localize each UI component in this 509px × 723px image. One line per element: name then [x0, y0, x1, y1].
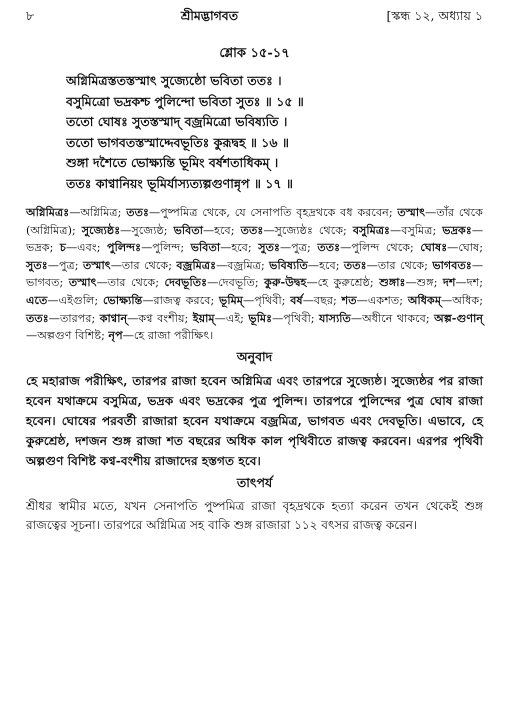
synonym-meaning: —তার থেকে: [96, 276, 156, 290]
synonym-meaning: —পুষ্পমিত্র থেকে, যে সেনাপতি বৃহদ্রথকে বধ করবেন: [148, 206, 389, 219]
synonym-term: ইয়াম্: [192, 310, 215, 325]
synonym-term: ততঃ: [317, 240, 341, 255]
synonym-term: কাণ্বান্: [99, 310, 128, 325]
synonym-term: সুজ্যেষ্ঠঃ: [81, 222, 121, 237]
synonym-term: পুলিন্দঃ: [107, 240, 142, 255]
verse-line: বসুমিত্রো ভদ্রকশ্চ পুলিন্দো ভবিতা সুতঃ ॥ ১৫ ॥: [66, 93, 304, 109]
synonym-meaning: —সুজ্যেষ্ঠঃ থেকে: [263, 223, 344, 237]
synonym-term: ভূমিম্: [219, 292, 244, 307]
synonym-term: এতে: [26, 292, 48, 307]
synonym-term: কুরু-উদ্বহ: [264, 275, 307, 290]
synonym-meaning: —ভদ্রক: [26, 223, 483, 255]
synonym-meaning: —বছর: [302, 293, 334, 307]
synonym-term: দশ: [443, 275, 456, 290]
synonym-term: দেবভূতিঃ: [164, 275, 208, 290]
canto-chapter: [স্কন্ধ ১২, অধ্যায় ১: [386, 8, 483, 23]
purport-text: শ্রীধর স্বামীর মতে, যখন সেনাপতি পুষ্পমিত্র রাজা বৃহদ্রথকে হত্যা করেন তখন থেকেই শুঙ্গ রাজত্বের সূচনা। তারপরে অগ্নিমিত্র সহ বাকি শুঙ্গ রাজারা ১১২ বৎসর রাজত্ব করেন।: [26, 498, 483, 533]
word-for-word-synonyms: অগ্নিমিত্রঃ—অগ্নিমিত্র; ততঃ—পুষ্পমিত্র থেকে, যে সেনাপতি বৃহদ্রথকে বধ করবেন; তস্মাৎ—তাঁর থেকে (অগ্নিমিত্র); সুজ্যেষ্ঠঃ—সুজ্যেষ্ঠ; ভবিতা—হবে; ততঃ—সুজ্যেষ্ঠঃ থেকে; বসুমিত্রঃ—বসুমিত্র; ভদ্রকঃ—ভদ্রক; চ—এবং; পুলিন্দঃ—পুলিন্দ; ভবিতা—হবে; সুতঃ—পুত্র; ততঃ—পুলিন্দ থেকে; ঘোষঃ—ঘোষ; সুতঃ—পুত্র; তস্মাৎ—তার থেকে; বজ্রমিত্রঃ—বজ্রমিত্র; ভবিষ্যতি—হবে; ততঃ—তার থেকে; ভাগবতঃ—ভাগবত; তস্মাৎ—তার থেকে; দেবভূতিঃ—দেবভূতি; কুরু-উদ্বহ—হে কুরুশ্রেষ্ঠ; শুঙ্গাঃ—শুঙ্গ; দশ—দশ; এতে—এইগুলি; ভোক্ষ্যন্তি—রাজত্ব করবে; ভূমিম্—পৃথিবী; বর্ষ—বছর; শত—একশত; অধিকম্—অধিক; ততঃ—তারপর; কাণ্বান্—কণ্ব বংশীয়; ইয়াম্—এই; ভূমিঃ—পৃথিবী; যাস্যতি—অধীনে থাকবে; অল্প-গুণান্—অল্পগুণ বিশিষ্ট; নৃপ—হে রাজা পরীক্ষিৎ।: [26, 205, 484, 343]
verse-line: ততো ঘোষঃ সুতস্তস্মাদ্ বজ্রমিত্রো ভবিষ্যতি ।: [66, 114, 288, 129]
synonym-term: ভবিতা: [173, 222, 203, 237]
synonym-term: অল্প-গুণান্: [434, 310, 484, 325]
synonym-term: তস্মাৎ: [68, 275, 97, 290]
sloka-title: শ্লোক ১৫-১৭: [219, 46, 290, 61]
synonym-term: যাস্যতি: [318, 310, 351, 325]
synonym-term: বর্ষ: [290, 292, 303, 307]
synonym-meaning: —পুলিন্দ: [141, 241, 181, 255]
synonym-meaning: —বসুমিত্র: [390, 223, 433, 237]
synonym-meaning: —দশ: [455, 276, 480, 290]
synonym-term: চ: [59, 240, 66, 255]
synonym-meaning: —পৃথিবী: [272, 311, 311, 325]
synonym-meaning: —হবে: [220, 241, 248, 255]
synonym-term: ভূমিঃ: [248, 310, 273, 325]
synonym-term: ততঃ: [26, 310, 49, 325]
purport-heading: তাৎপর্য: [236, 474, 273, 490]
synonym-meaning: —এইগুলি: [47, 293, 95, 307]
synonym-meaning: —ভাগবত: [26, 258, 484, 290]
verse-line: ততঃ কাণ্বানিয়ং ভূমির্যাস্যত্যল্পগুণান্নৃপ ॥ ১৭ ॥: [66, 175, 293, 191]
synonym-term: ভবিতা: [190, 240, 221, 255]
verse-block: [26, 71, 483, 194]
synonym-meaning: —একশত: [356, 293, 400, 307]
synonym-meaning: —তাঁর থেকে (অগ্নিমিত্র): [26, 206, 483, 237]
synonym-term: ভদ্রকঃ: [442, 222, 472, 237]
synonym-term: অগ্নিমিত্রঃ: [26, 205, 70, 219]
verse-line: ততো ভাগবতস্তস্মাদ্দেবভূতিঃ কুরূদ্বহ ॥ ১৬ ॥: [66, 134, 289, 150]
page-header: [26, 8, 483, 34]
verse-line: অগ্নিমিত্রস্ততস্তস্মাৎ সুজ্যেষ্ঠো ভবিতা ততঃ ।: [66, 73, 282, 88]
synonym-meaning: —রাজত্ব করবে: [142, 293, 211, 307]
synonym-term: বসুমিত্রঃ: [352, 222, 391, 237]
page-number: ৮: [26, 8, 35, 23]
synonym-meaning: —তার থেকে: [366, 258, 425, 272]
verse-line: শুঙ্গা দশৈতে ভোক্ষ্যন্তি ভূমিং বর্ষশতাধিকম্ ।: [66, 155, 279, 170]
translation-heading: অনুবাদ: [236, 348, 273, 364]
synonym-term: শুঙ্গাঃ: [379, 275, 406, 290]
synonym-term: তস্মাৎ: [397, 205, 426, 219]
synonym-meaning: —বজ্রমিত্র: [216, 258, 261, 272]
synonym-meaning: —দেবভূতি: [207, 276, 255, 290]
synonym-term: শত: [341, 292, 357, 307]
synonym-term: ভবিষ্যতি: [269, 257, 308, 272]
synonym-meaning: —অগ্নিমিত্র: [69, 206, 118, 219]
synonym-meaning: —তার থেকে: [110, 258, 169, 272]
synonym-term: ভোক্ষ্যন্তি: [103, 292, 143, 307]
synonym-meaning: —অধীনে থাকবে: [350, 311, 426, 325]
synonym-meaning: —পুত্র: [47, 258, 75, 272]
synonym-meaning: —হে কুরুশ্রেষ্ঠ: [306, 276, 370, 290]
synonym-meaning: —অধিক: [441, 293, 480, 307]
synonym-meaning: —এই: [214, 311, 241, 325]
synonym-meaning: —এবং: [65, 241, 97, 255]
synonym-term: নৃপ: [108, 328, 123, 343]
synonym-term: ভাগবতঃ: [432, 257, 472, 272]
synonym-term: সুতঃ: [258, 240, 280, 255]
synonym-term: অধিকম্: [407, 292, 442, 307]
synonym-meaning: —হবে: [307, 258, 336, 272]
synonym-meaning: —হে রাজা পরীক্ষিৎ।: [122, 329, 214, 343]
synonym-meaning: —তারপর: [48, 311, 92, 325]
book-title: শ্রীমদ্ভাগবত: [180, 8, 239, 23]
synonym-term: ততঃ: [240, 222, 264, 237]
synonym-term: ততঃ: [343, 257, 367, 272]
synonym-meaning: —অল্পগুণ বিশিষ্ট: [26, 329, 102, 343]
translation-text: হে মহারাজ পরীক্ষিৎ, তারপর রাজা হবেন অগ্নিমিত্র এবং তারপরে সুজ্যেষ্ঠ। সুজ্যেষ্ঠর পর রাজা হবেন যথাক্রমে বসুমিত্র, ভদ্রক এবং ভদ্রকের পুত্র পুলিন্দ। তারপরে পুলিন্দের পুত্র ঘোষ রাজা হবেন। ঘোষের পরবর্তী রাজারা হবেন যথাক্রমে বজ্রমিত্র, ভাগবত এবং দেবভূতি। এভাবে, হে কুরুশ্রেষ্ঠ, দশজন শুঙ্গ রাজা শত বছরের অধিক কাল পৃথিবীতে রাজত্ব করবেন। এরপর পৃথিবী অল্পগুণ বিশিষ্ট কণ্ব-বংশীয় রাজাদের হস্তগত হবে।: [26, 373, 483, 468]
synonym-meaning: —সুজ্যেষ্ঠ: [120, 223, 164, 237]
synonym-term: ততঃ: [126, 205, 149, 219]
synonym-term: বজ্রমিত্রঃ: [176, 257, 217, 272]
synonym-meaning: —শুঙ্গ: [405, 276, 434, 290]
synonym-meaning: —হবে: [202, 223, 231, 237]
synonym-meaning: —ঘোষ: [447, 241, 480, 255]
synonym-meaning: —পুত্র: [279, 241, 307, 255]
synonym-term: তস্মাৎ: [82, 257, 111, 272]
synonym-meaning: —কণ্ব বংশীয়: [127, 311, 185, 325]
synonym-term: সুতঃ: [26, 257, 48, 272]
synonym-meaning: —পৃথিবী: [243, 293, 282, 307]
synonym-term: ঘোষঃ: [420, 240, 448, 255]
synonym-meaning: —পুলিন্দ থেকে: [340, 241, 411, 255]
